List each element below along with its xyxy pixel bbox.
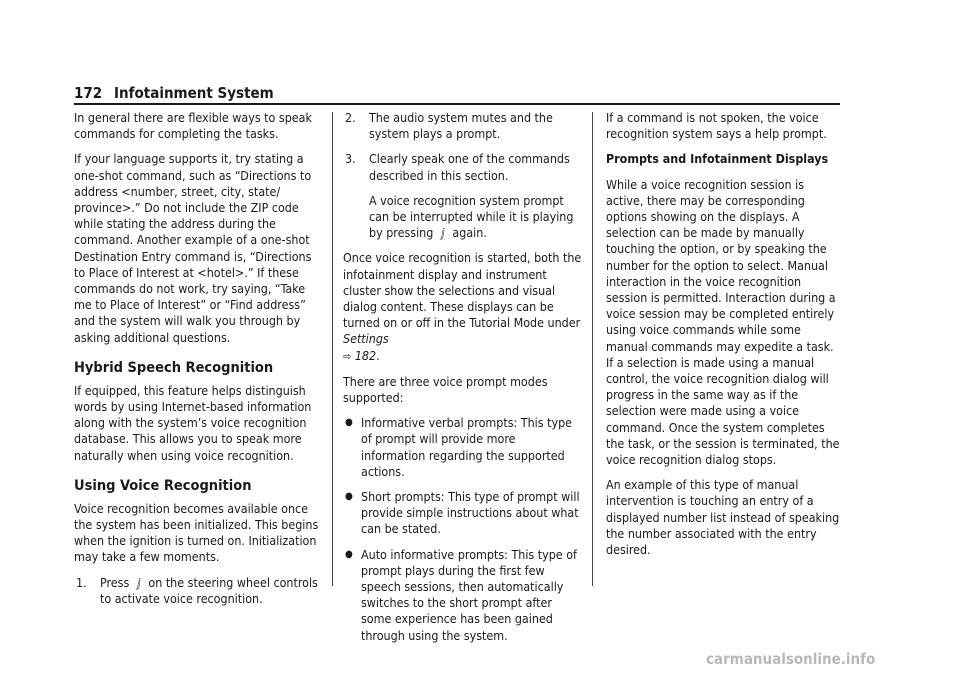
bullet-item [343,415,583,480]
paragraph: If a command is not spoken, the voice recognition system says a help prompt. [606,110,827,142]
settings-link-text[interactable]: Settings [343,331,389,347]
bullet-item [343,547,583,644]
bullet-text: Informative verbal prompts: This type of prompt will provide more information regarding the supported actions. [361,415,573,479]
list-text: on the steering wheel controls to activate voice recognition. [100,574,318,606]
subheading-prompts-displays: Prompts and Infotainment Displays [606,151,829,167]
page-header [74,84,838,104]
bullet-icon: ● [345,417,353,429]
list-text: The audio system mutes and the system plays a prompt. [369,110,553,142]
voice-recognition-icon: ⅉ [136,575,141,590]
bullet-icon: ● [345,491,353,503]
voice-recognition-icon: ⅉ [440,226,445,241]
paragraph: While a voice recognition session is active, there may be corresponding options showing on the displays. A selection can be made by manually touching the option, or by speaking the number for the option to select. Manual interaction in the voice recognition session is permitted. Interaction during a voice session may be completed entirely using voice commands while some manual commands may expedite a task. If a selection is made using a manual control, the voice recognition dialog will progress in the same way as if the selection were made using a voice command. Once the system completes the task, or the session is terminated, the voice recognition dialog stops. [606,176,840,468]
column-right [606,110,840,567]
paragraph: An example of this type of manual intervention is touching an entry of a displayed number list instead of speaking the number associated with the entry desired. [606,477,840,558]
sub-text: A voice recognition system prompt can be interrupted while it is playing by pressing [369,192,574,241]
paragraph: If equipped, this feature helps distinguish words by using Internet-based information along with the system’s voice recognition database. This allows you to speak more naturally when using voice recognition. [74,382,312,463]
bullet-text: Short prompts: This type of prompt will provide simple instructions about what can be stated. [361,489,580,537]
section-title: Infotainment System [114,84,274,102]
watermark: carmanualsonline.info [706,650,876,668]
paragraph-text: . [376,347,380,363]
page-number: 172 [74,84,103,102]
bullet-item [343,489,583,538]
page-reference-link[interactable]: 182 [354,347,377,363]
list-item [343,151,583,183]
list-sub-paragraph [343,193,583,242]
list-number: 1. [76,574,87,590]
paragraph [343,250,583,364]
paragraph: There are three voice prompt modes supported: [343,373,548,406]
list-text: Press [100,574,130,590]
list-number: 2. [345,110,356,125]
heading-hybrid-speech: Hybrid Speech Recognition [74,359,274,376]
list-item [74,575,326,607]
paragraph-text: Once voice recognition is started, both the infotainment display and instrument cluster show the selections and visual dialog content. These displays can be turned on or off in the Tutorial Mode under [343,250,582,331]
column-divider [332,112,333,586]
paragraph: If your language supports it, try stating a one-shot command, such as “Directions to address <number, street, city, state/ province>.” Do not include the ZIP code while stating the address during the command. Another example of a one-shot Destination Entry command is, “Directions to Place of Interest at <hotel>.” If these commands do not work, try saying, “Take me to Place of Interest” or “Find address” and the system will walk you through by asking additional questions. [74,151,312,345]
paragraph: In general there are flexible ways to speak commands for completing the tasks. [74,110,312,142]
column-middle [343,110,583,653]
heading-using-voice: Using Voice Recognition [74,477,252,494]
sub-text: again. [452,225,487,241]
column-left [74,110,326,616]
column-divider [592,112,593,586]
list-number: 3. [345,151,356,167]
page-reference-icon: ⇨ [343,349,352,363]
list-item [343,110,583,142]
bullet-icon: ● [345,548,353,560]
list-text: Clearly speak one of the commands described in this section. [369,151,570,183]
bullet-text: Auto informative prompts: This type of prompt plays during the first few speech sessions, then automatically switches to the short prompt after some experience has been gained through using the system. [361,546,577,643]
header-rule [74,103,840,105]
paragraph: Voice recognition becomes available once the system has been initialized. This begins when the ignition is turned on. Initialization may take a few moments. [74,500,319,565]
